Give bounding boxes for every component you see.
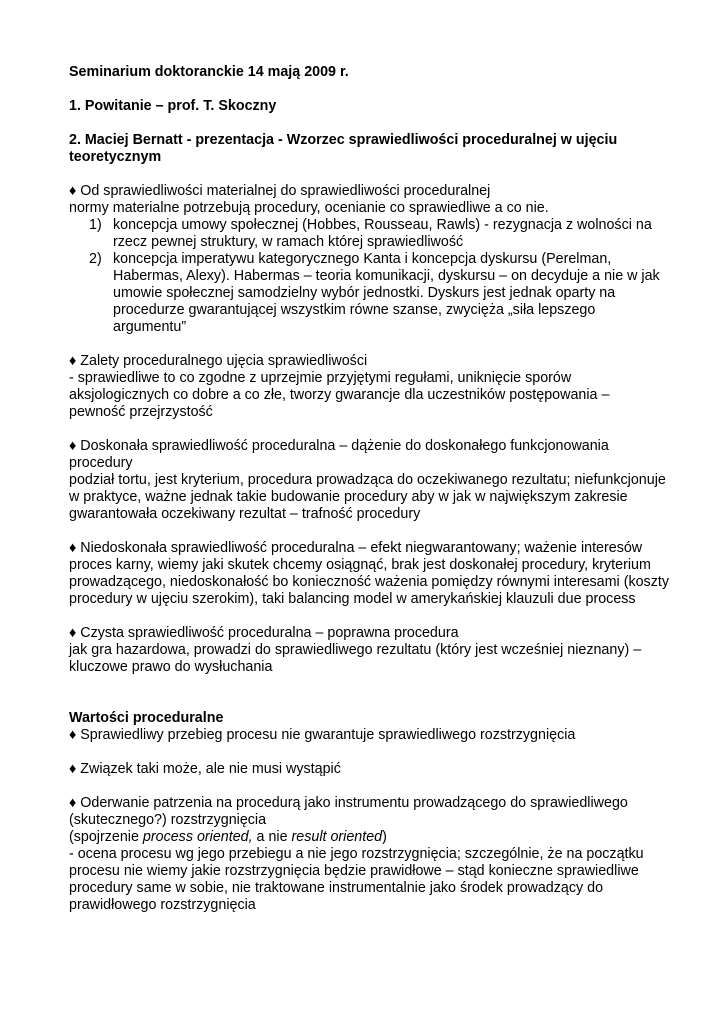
section-3-heading: ♦ Doskonała sprawiedliwość proceduralna – dążenie do doskonałego funkcjonowania procedury	[69, 438, 609, 471]
section-4-text: ♦ Niedoskonała sprawiedliwość proceduralna – efekt niegwarantowany; ważenie interesów proces karny, wiemy jaki skutek chcemy osiągnąć, brak jest doskonałej procedury, kryterium prowadzącego, niedoskonałość bo konieczność ważenia pomiędzy równymi interesami (koszty procedury w ujęciu szerokim), taki balancing model w amerykańskiej klauzuli due process	[69, 540, 669, 607]
section-2-text: - sprawiedliwe to co zgodne z uprzejmie przyjętymi regułami, uniknięcie sporów aksjologicznych co dobre a co złe, tworzy gwarancje dla uczestników postępowania – pewność przejrzystość	[69, 370, 610, 420]
section-1-heading: ♦ Od sprawiedliwości materialnej do sprawiedliwości proceduralnej	[69, 183, 491, 199]
list-item-number: 1)	[89, 217, 102, 233]
text-span: a nie	[252, 829, 292, 845]
section-1-text: normy materialne potrzebują procedury, ocenianie co sprawiedliwe a co nie.	[69, 200, 549, 216]
agenda-item-1: 1. Powitanie – prof. T. Skoczny	[69, 98, 277, 114]
values-point-3c: - ocena procesu wg jego przebiegu a nie jego rozstrzygnięcia; szczególnie, że na początku procesu nie wiemy jakie rozstrzygnięcia będzie prawidłowe – stąd konieczne sprawiedliwe procedury same w sobie, nie traktowane instrumentalnie jako środek prowadzący do prawidłowego rozstrzygnięcia	[69, 846, 644, 913]
text-span: )	[382, 829, 387, 845]
section-3-text: podział tortu, jest kryterium, procedura prowadząca do oczekiwanego rezultatu; niefunkcjonuje w praktyce, ważne jednak takie budowanie procedury aby w jak w największym zakresie gwarantowała oczekiwany rezultat – trafność procedury	[69, 472, 666, 522]
section-5-heading: ♦ Czysta sprawiedliwość proceduralna – poprawna procedura	[69, 625, 459, 641]
document-page	[69, 64, 669, 914]
section-5-text: jak gra hazardowa, prowadzi do sprawiedliwego rezultatu (który jest wcześniej nieznany) – kluczowe prawo do wysłuchania	[69, 642, 642, 675]
values-point-3a: ♦ Oderwanie patrzenia na procedurą jako instrumentu prowadzącego do sprawiedliwego (skutecznego?) rozstrzygnięcia	[69, 795, 628, 828]
list-item-text: koncepcja imperatywu kategorycznego Kanta i koncepcja dyskursu (Perelman, Habermas, Alexy). Habermas – teoria komunikacji, dyskursu – on decyduje a nie w jak umowie społecznej samodzielny wybór jednostki. Dyskurs jest jednak oparty na procedurze gwarantującej wszystkim równe szanse, zwycięża „siła lepszego argumentu”	[113, 251, 660, 335]
document-title: Seminarium doktoranckie 14 mają 2009 r.	[69, 64, 349, 80]
section-2-heading: ♦ Zalety proceduralnego ujęcia sprawiedliwości	[69, 353, 368, 369]
section-1-list	[69, 217, 669, 336]
list-item	[69, 251, 669, 336]
list-item-number: 2)	[89, 251, 102, 267]
values-point-3b	[69, 829, 669, 846]
italic-term-result-oriented: result oriented	[291, 829, 383, 845]
list-item-text: koncepcja umowy społecznej (Hobbes, Rousseau, Rawls) - rezygnacja z wolności na rzecz pewnej struktury, w ramach której sprawiedliwość	[113, 217, 652, 250]
agenda-item-2: 2. Maciej Bernatt - prezentacja - Wzorzec sprawiedliwości proceduralnej w ujęciu teoretycznym	[69, 132, 618, 165]
values-point-2: ♦ Związek taki może, ale nie musi wystąpić	[69, 761, 341, 777]
values-point-1: ♦ Sprawiedliwy przebieg procesu nie gwarantuje sprawiedliwego rozstrzygnięcia	[69, 727, 576, 743]
italic-term-process-oriented: process oriented,	[142, 829, 253, 845]
list-item	[69, 217, 669, 251]
values-heading: Wartości proceduralne	[69, 710, 224, 726]
text-span: (spojrzenie	[69, 829, 143, 845]
